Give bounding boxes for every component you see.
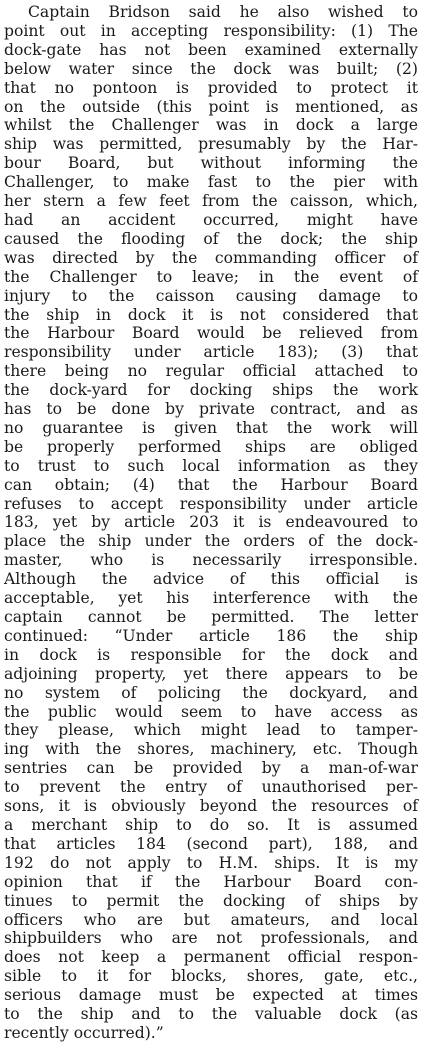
article-line: caused the flooding of the dock; the ship: [4, 229, 418, 248]
article-line: Challenger, to make fast to the pier with: [4, 173, 418, 192]
article-line: shipbuilders who are not professionals, and: [4, 929, 418, 948]
article-line: responsibility under article 183); (3) that: [4, 343, 418, 362]
article-line: to the ship and to the valuable dock (as: [4, 1005, 418, 1024]
article-line: bour Board, but without informing the: [4, 154, 418, 173]
article-line: the Challenger to leave; in the event of: [4, 267, 418, 286]
article-line: recently occurred).”: [4, 1023, 164, 1042]
article-line: does not keep a permanent official respon-: [4, 948, 418, 967]
article-line: place the ship under the orders of the dock-: [4, 532, 418, 551]
article-line: adjoining property, yet there appears to be: [4, 664, 418, 683]
article-line: point out in accepting responsibility: (1) The: [4, 21, 418, 40]
article-line: below water since the dock was built; (2): [4, 59, 418, 78]
article-line: dock-gate has not been examined externally: [4, 40, 418, 59]
article-line: her stern a few feet from the caisson, which,: [4, 192, 418, 211]
article-line: sentries can be provided by a man-of-war: [4, 759, 418, 778]
article-line: can obtain; (4) that the Harbour Board: [4, 475, 418, 494]
article-line: ing with the shores, machinery, etc. Though: [4, 740, 418, 759]
article-line: had an accident occurred, might have: [4, 210, 418, 229]
article-line: refuses to accept responsibility under article: [4, 494, 418, 513]
article-line: ship was permitted, presumably by the Har-: [4, 135, 418, 154]
article-line: no system of policing the dockyard, and: [4, 683, 418, 702]
article-line: has to be done by private contract, and as: [4, 400, 418, 419]
article-line: a merchant ship to do so. It is assumed: [4, 815, 418, 834]
article-line: acceptable, yet his interference with the: [4, 589, 418, 608]
article-line: Although the advice of this official is: [4, 570, 418, 589]
article-line: continued: “Under article 186 the ship: [4, 626, 418, 645]
article-line: captain cannot be permitted. The letter: [4, 608, 418, 626]
article-line: opinion that if the Harbour Board con-: [4, 872, 418, 891]
article-line: on the outside (this point is mentioned, as: [4, 97, 418, 116]
article-line: they please, which might lead to tamper-: [4, 721, 418, 740]
article-line: the public would seem to have access as: [4, 702, 418, 721]
article-line: no guarantee is given that the work will: [4, 418, 418, 437]
article-line: the ship in dock it is not considered that: [4, 305, 418, 324]
article-line: there being no regular official attached to: [4, 362, 418, 381]
article-line: serious damage must be expected at times: [4, 986, 418, 1005]
article-line: 192 do not apply to H.M. ships. It is my: [4, 853, 418, 872]
article-line: sible to it for blocks, shores, gate, etc.,: [4, 967, 418, 986]
article-line: the dock-yard for docking ships the work: [4, 381, 418, 400]
article-line: was directed by the commanding officer of: [4, 248, 418, 267]
article-line: whilst the Challenger was in dock a large: [4, 116, 418, 135]
article-line: that articles 184 (second part), 188, and: [4, 834, 418, 853]
article-line: tinues to permit the docking of ships by: [4, 891, 418, 910]
article-line: Captain Bridson said he also wished to: [28, 3, 418, 21]
article-column: [4, 3, 418, 1043]
article-line: officers who are but amateurs, and local: [4, 910, 418, 929]
article-line: to prevent the entry of unauthorised per-: [4, 778, 418, 797]
article-line: sons, it is obviously beyond the resources of: [4, 797, 418, 816]
article-line: the Harbour Board would be relieved from: [4, 324, 418, 343]
article-line: to trust to such local information as they: [4, 456, 418, 475]
article-line: in dock is responsible for the dock and: [4, 645, 418, 664]
article-line: that no pontoon is provided to protect it: [4, 78, 418, 97]
article-line: 183, yet by article 203 it is endeavoured to: [4, 513, 418, 532]
article-line: injury to the caisson causing damage to: [4, 286, 418, 305]
article-line: be properly performed ships are obliged: [4, 437, 418, 456]
article-line: master, who is necessarily irresponsible.: [4, 551, 418, 570]
